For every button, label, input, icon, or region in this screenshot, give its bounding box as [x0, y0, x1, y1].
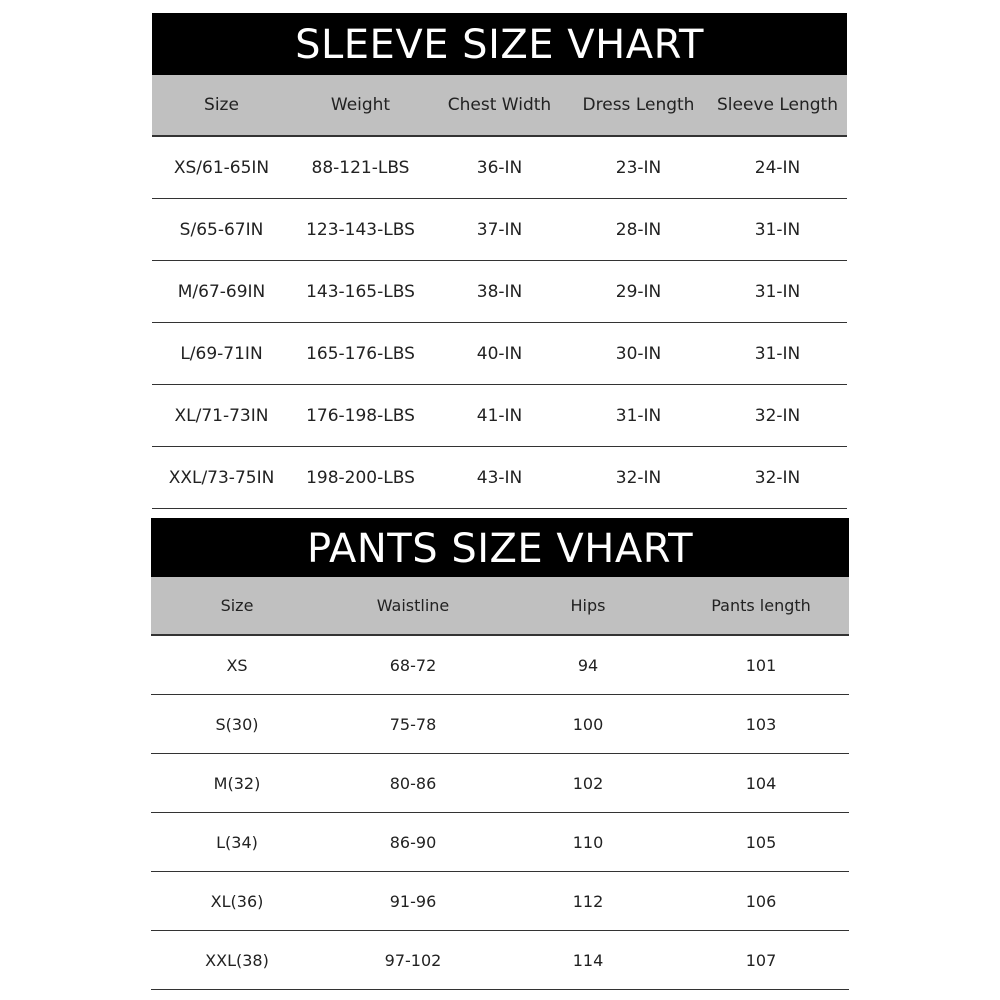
table-row	[152, 261, 847, 323]
table-cell: L(34)	[216, 832, 258, 852]
table-cell: 31-IN	[615, 405, 662, 426]
table-cell: 29-IN	[615, 281, 662, 302]
table-cell: 103	[745, 714, 777, 734]
table-cell: 102	[572, 773, 604, 793]
table-cell: 107	[745, 950, 777, 970]
table-cell: XL/71-73IN	[174, 405, 269, 426]
table-cell: 104	[745, 773, 777, 793]
table-cell: 38-IN	[476, 281, 523, 302]
sleeve-column-header: Weight	[330, 95, 391, 115]
table-cell: 165-176-LBS	[306, 343, 415, 364]
table-cell: 40-IN	[476, 343, 523, 364]
table-cell: 30-IN	[615, 343, 662, 364]
table-cell: 32-IN	[754, 467, 801, 488]
table-row	[152, 137, 847, 199]
sleeve-table-body	[152, 137, 847, 509]
table-cell: 143-165-LBS	[306, 281, 415, 302]
table-row	[151, 754, 849, 813]
sleeve-column-header: Sleeve Length	[717, 95, 838, 115]
table-cell: XS	[226, 655, 248, 675]
table-row	[151, 695, 849, 754]
table-cell: S(30)	[215, 714, 259, 734]
table-cell: 36-IN	[476, 157, 523, 178]
table-cell: M/67-69IN	[177, 281, 266, 302]
table-cell: XS/61-65IN	[173, 157, 270, 178]
table-cell: 80-86	[389, 773, 437, 793]
table-cell: L/69-71IN	[180, 343, 263, 364]
sleeve-column-header: Chest Width	[447, 95, 552, 115]
table-cell: XXL(38)	[205, 950, 269, 970]
table-row	[151, 931, 849, 990]
pants-table-title: PANTS SIZE VHART	[151, 518, 849, 577]
table-cell: 31-IN	[754, 281, 801, 302]
table-row	[152, 385, 847, 447]
table-cell: 198-200-LBS	[306, 467, 415, 488]
table-cell: 110	[572, 832, 604, 852]
table-cell: 100	[572, 714, 604, 734]
table-row	[151, 813, 849, 872]
pants-column-header: Waistline	[376, 596, 450, 615]
table-cell: M(32)	[213, 773, 261, 793]
table-cell: 32-IN	[615, 467, 662, 488]
sleeve-header-row	[152, 75, 847, 137]
table-cell: 105	[745, 832, 777, 852]
table-cell: S/65-67IN	[179, 219, 264, 240]
table-cell: 24-IN	[754, 157, 801, 178]
table-cell: 31-IN	[754, 219, 801, 240]
pants-header-row	[151, 577, 849, 636]
table-row	[152, 447, 847, 509]
table-cell: XL(36)	[210, 891, 264, 911]
table-cell: 101	[745, 655, 777, 675]
sleeve-size-table	[152, 13, 847, 509]
pants-table-body	[151, 636, 849, 990]
table-cell: 97-102	[384, 950, 442, 970]
pants-column-header: Hips	[570, 596, 606, 615]
table-cell: 31-IN	[754, 343, 801, 364]
pants-size-table	[151, 518, 849, 990]
sleeve-column-header: Dress Length	[582, 95, 695, 115]
table-cell: 123-143-LBS	[306, 219, 415, 240]
table-cell: 43-IN	[476, 467, 523, 488]
pants-column-header: Size	[220, 596, 254, 615]
table-cell: 94	[577, 655, 599, 675]
sleeve-table-title: SLEEVE SIZE VHART	[152, 13, 847, 75]
pants-column-header: Pants length	[711, 596, 811, 615]
table-cell: 88-121-LBS	[311, 157, 410, 178]
table-row	[152, 323, 847, 385]
table-row	[152, 199, 847, 261]
table-cell: 23-IN	[615, 157, 662, 178]
table-cell: 106	[745, 891, 777, 911]
table-cell: 68-72	[389, 655, 437, 675]
table-cell: 32-IN	[754, 405, 801, 426]
table-cell: 37-IN	[476, 219, 523, 240]
table-cell: 114	[572, 950, 604, 970]
table-cell: 41-IN	[476, 405, 523, 426]
table-cell: 112	[572, 891, 604, 911]
table-cell: 176-198-LBS	[306, 405, 415, 426]
table-cell: 86-90	[389, 832, 437, 852]
table-cell: 75-78	[389, 714, 437, 734]
table-row	[151, 636, 849, 695]
table-cell: 28-IN	[615, 219, 662, 240]
sleeve-column-header: Size	[204, 95, 239, 115]
table-cell: 91-96	[389, 891, 437, 911]
table-row	[151, 872, 849, 931]
table-cell: XXL/73-75IN	[168, 467, 275, 488]
